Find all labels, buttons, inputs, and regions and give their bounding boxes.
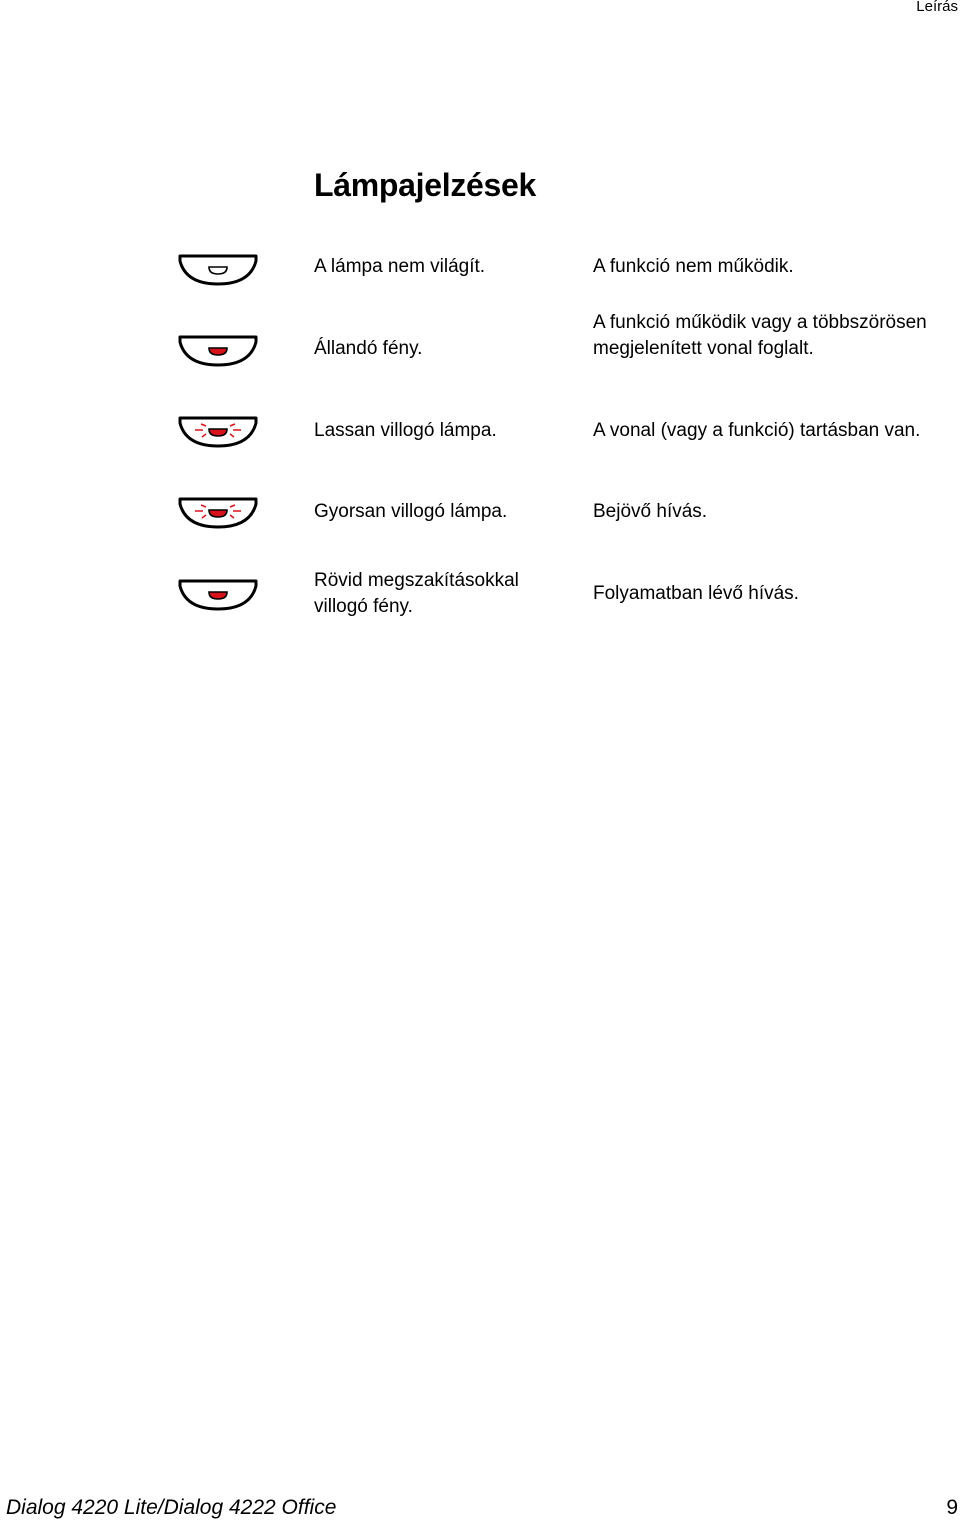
footer-product-name: Dialog 4220 Lite/Dialog 4222 Office [6,1496,337,1519]
indicator-description: Lassan villogó lámpa. [314,420,497,441]
indicator-description: Rövid megszakításokkal villogó fény. [314,570,519,617]
indicator-meaning: A vonal (vagy a funkció) tartásban van. [593,420,921,441]
indicator-description: Gyorsan villogó lámpa. [314,501,508,522]
indicator-meaning: Bejövő hívás. [593,501,708,522]
page-header-section: Leírás [916,0,958,15]
lamp-slow-flash-icon [178,415,258,449]
indicator-meaning: A funkció működik vagy a többszörösen megjelenített vonal foglalt. [593,312,927,359]
page-title: Lámpajelzések [314,167,537,203]
indicator-meaning: A funkció nem működik. [593,256,794,277]
indicator-meaning: Folyamatban lévő hívás. [593,583,799,604]
lamp-fast-flash-icon [178,496,258,530]
lamp-short-interrupt-icon [178,578,258,612]
page-number: 9 [946,1496,958,1519]
lamp-off-icon [178,253,258,287]
indicator-description: Állandó fény. [314,338,423,359]
lamp-steady-icon [178,334,258,368]
indicator-description: A lámpa nem világít. [314,256,486,277]
